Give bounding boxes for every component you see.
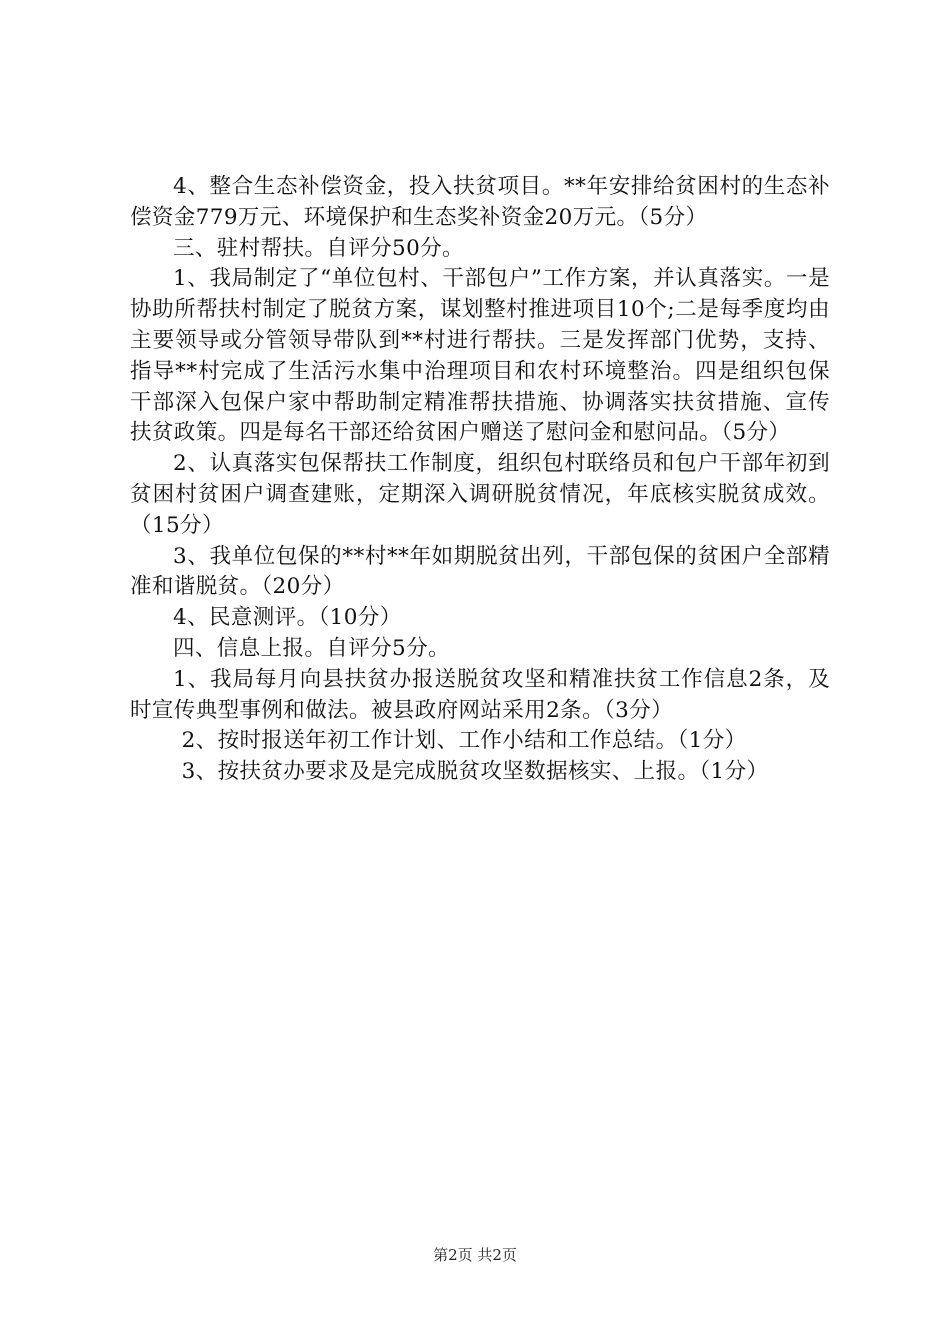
heading-information-reporting: 四、信息上报。自评分5分。 bbox=[173, 635, 450, 661]
paragraph-work-plan-report: 2、按时报送年初工作计划、工作小结和工作总结。（1分） bbox=[181, 728, 747, 754]
paragraph-public-opinion: 4、民意测评。（10分） bbox=[173, 605, 402, 631]
paragraph-poverty-exit: 3、我单位包保的**村**年如期脱贫出列，干部包保的贫困户全部精准和谐脱贫。（20分） bbox=[130, 543, 830, 600]
paragraph-assistance-system: 2、认真落实包保帮扶工作制度，组织包村联络员和包户干部年初到贫困村贫困户调查建账，定期深入调研脱贫情况，年底核实脱贫成效。（15分） bbox=[130, 451, 830, 538]
paragraph-monthly-report: 1、我局每月向县扶贫办报送脱贫攻坚和精准扶贫工作信息2条，及时宣传典型事例和做法。被县政府网站采用2条。（3分） bbox=[130, 666, 830, 723]
document-body bbox=[130, 172, 830, 788]
paragraph-assistance-plan: 1、我局制定了“单位包村、干部包户”工作方案，并认真落实。一是协助所帮扶村制定了脱贫方案，谋划整村推进项目10个;二是每季度均由主要领导或分管领导带队到**村进行帮扶。三是发挥部门优势，支持、指导**村完成了生活污水集中治理项目和农村环境整治。四是组织包保干部深入包保户家中帮助制定精准帮扶措施、协调落实扶贫措施、宣传扶贫政策。四是每名干部还给贫困户赠送了慰问金和慰问品。（5分） bbox=[130, 266, 830, 446]
page-footer: 第2页 共2页 bbox=[433, 1246, 517, 1264]
heading-village-assistance: 三、驻村帮扶。自评分50分。 bbox=[173, 235, 464, 261]
paragraph-data-verification: 3、按扶贫办要求及是完成脱贫攻坚数据核实、上报。（1分） bbox=[181, 759, 769, 785]
paragraph-ecological-compensation: 4、整合生态补偿资金，投入扶贫项目。**年安排给贫困村的生态补偿资金779万元、环境保护和生态奖补资金20万元。（5分） bbox=[130, 174, 830, 230]
